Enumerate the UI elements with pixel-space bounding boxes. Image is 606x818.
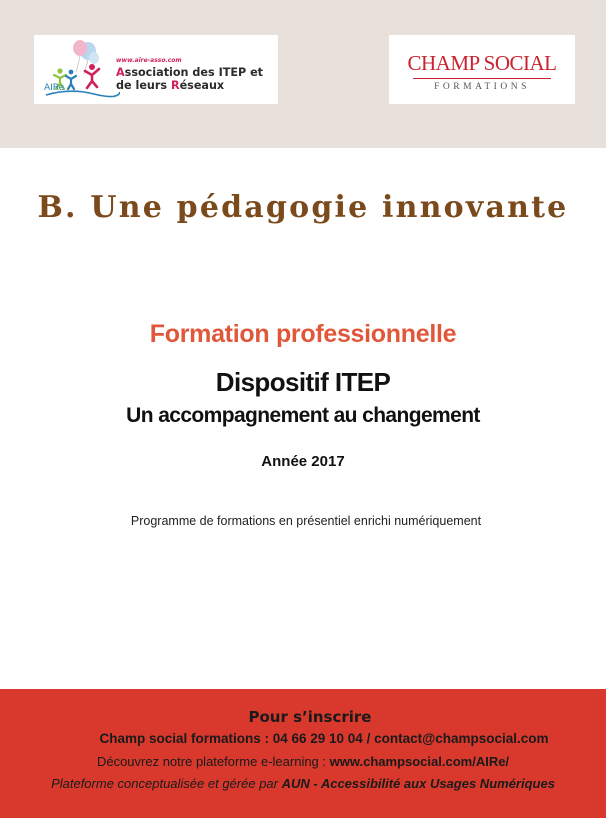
programme-description: Programme de formations en présentiel enrichi numériquement: [130, 514, 482, 528]
airc-tag: AIRe: [44, 83, 65, 93]
airc-line1-rest: ssociation des ITEP et: [124, 66, 264, 79]
contact-line[interactable]: Champ social formations : 04 66 29 10 04 / contact@champsocial.com: [99, 731, 549, 746]
header-band: [0, 0, 606, 148]
champ-social-divider: [413, 78, 551, 79]
airc-initial-a: A: [116, 66, 125, 79]
airc-name-line1: [116, 66, 263, 79]
elearning-link[interactable]: www.champsocial.com/AIRe/: [329, 754, 510, 769]
airc-url: www.aire-asso.com: [116, 57, 182, 64]
register-heading: Pour s’inscrire: [248, 708, 372, 726]
footer-band: [0, 689, 606, 818]
champ-social-logo: [389, 35, 575, 104]
airc-logo: [34, 35, 278, 104]
airc-name-line2: [116, 79, 224, 92]
platform-prefix: Plateforme conceptualisée et gérée par: [51, 776, 282, 791]
year-label: Année 2017: [261, 453, 345, 470]
formation-heading: Formation professionnelle: [149, 320, 457, 348]
airc-initial-r: R: [170, 79, 180, 92]
elearning-line: [0, 754, 606, 769]
champ-social-title: CHAMP SOCIAL: [407, 51, 557, 75]
airc-line2-start: de leurs: [116, 79, 171, 92]
accompagnement-subtitle: Un accompagnement au changement: [126, 404, 480, 427]
platform-credit: [0, 776, 606, 791]
airc-line2-rest: éseaux: [179, 79, 225, 92]
platform-org: AUN - Accessibilité aux Usages Numériques: [281, 776, 555, 791]
champ-social-subtitle: FORMATIONS: [434, 82, 530, 92]
dispositif-title: Dispositif ITEP: [215, 367, 391, 397]
main-heading: B. Une pédagogie innovante: [37, 190, 569, 225]
elearning-prefix: Découvrez notre plateforme e-learning :: [96, 754, 330, 769]
